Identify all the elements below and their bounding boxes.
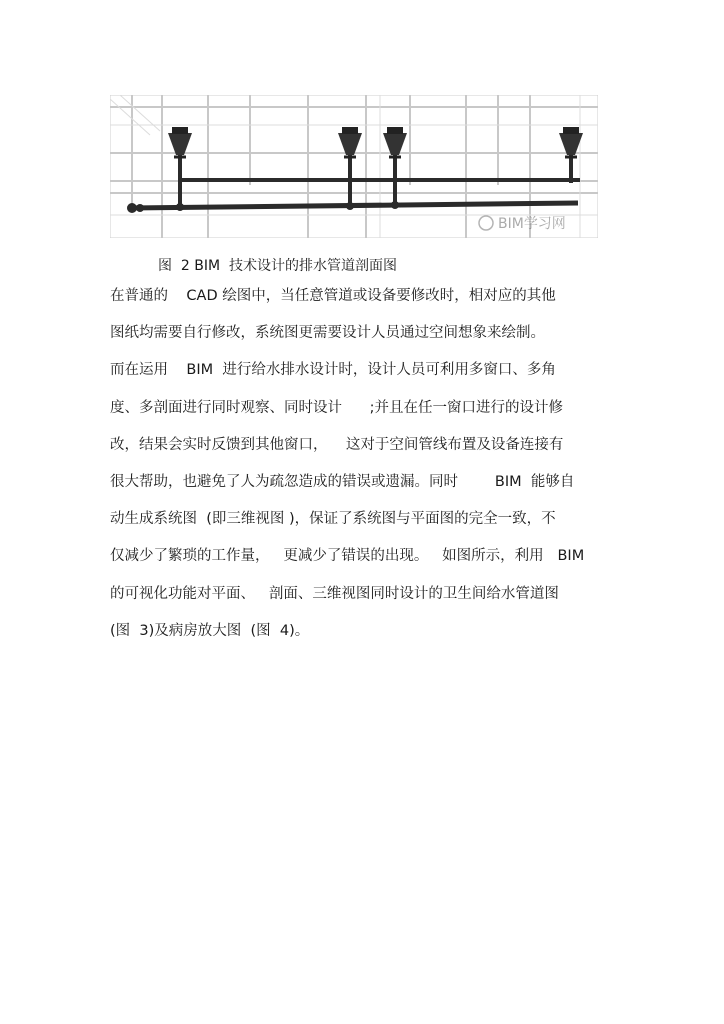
paragraph-line: 很大帮助，也避免了人为疏忽造成的错误或遗漏。同时 BIM 能够自: [110, 473, 575, 490]
paragraph-line: 度、多剖面进行同时观察、同时设计 ;并且在任一窗口进行的设计修: [110, 399, 564, 416]
paragraph-line: 在普通的 CAD 绘图中，当任意管道或设备要修改时，相对应的其他: [110, 288, 556, 304]
paragraph-line: (图 3)及病房放大图 (图 4)。: [110, 622, 310, 639]
body-paragraph: [110, 285, 630, 657]
figure-caption: 图 2 BIM 技术设计的排水管道剖面图: [158, 258, 397, 274]
paragraph-line: 仅减少了繁琐的工作量， 更减少了错误的出现。 如图所示，利用 BIM: [110, 548, 585, 565]
paragraph-line: 动生成系统图 (即三维视图 )，保证了系统图与平面图的完全一致，不: [110, 511, 556, 528]
pipe-section-figure: [110, 95, 598, 238]
paragraph-line: 而在运用 BIM 进行给水排水设计时，设计人员可利用多窗口、多角: [110, 362, 556, 379]
paragraph-line: 的可视化功能对平面、 剖面、三维视图同时设计的卫生间给水管道图: [110, 585, 559, 602]
watermark-text: BIM学习网: [498, 216, 566, 232]
paragraph-line: 改，结果会实时反馈到其他窗口， 这对于空间管线布置及设备连接有: [110, 436, 564, 453]
paragraph-line: 图纸均需要自行修改，系统图更需要设计人员通过空间想象来绘制。: [110, 325, 545, 342]
pipe-section-drawing: [110, 95, 598, 238]
